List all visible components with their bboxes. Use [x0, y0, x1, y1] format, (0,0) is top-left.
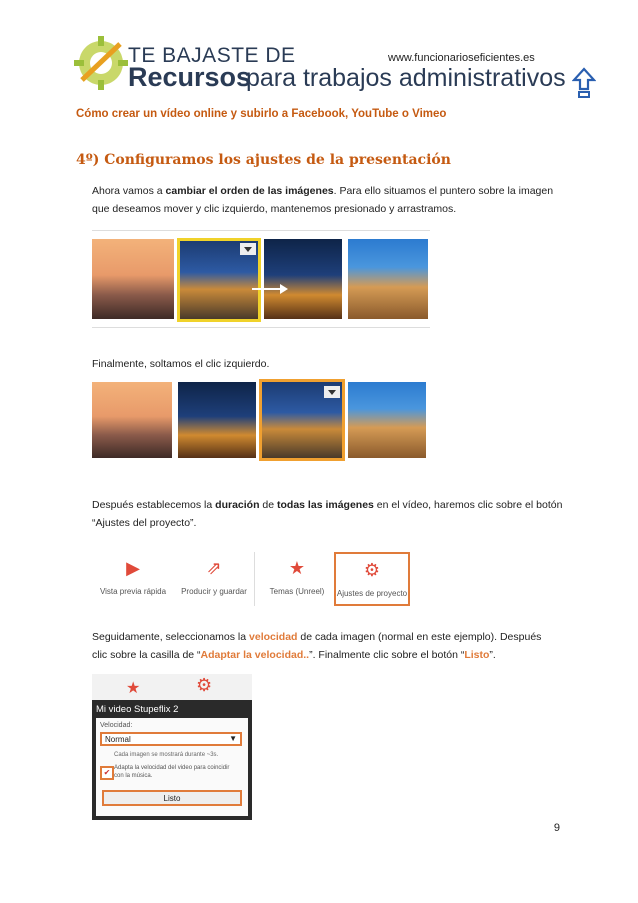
- chevron-down-icon: ▼: [229, 734, 237, 743]
- photo-fisherman-bastion-day[interactable]: [348, 382, 426, 458]
- settings-dialog: [92, 700, 252, 820]
- image-strip-dragging: [92, 230, 430, 328]
- photo-fisherman-bastion-night[interactable]: [178, 382, 256, 458]
- dialog-title: Mi video Stupeflix 2: [96, 704, 179, 715]
- gear-icon: ⚙: [363, 560, 381, 580]
- back-to-top-icon[interactable]: [572, 67, 596, 99]
- document-subtitle: Cómo crear un vídeo online y subirlo a Facebook, YouTube o Vimeo: [76, 108, 447, 120]
- paragraph-speed: Seguidamente, seleccionamos la velocidad de cada imagen (normal en este ejemplo). Después clic sobre la casilla de “Adaptar la velocidad..”. Finalmente clic sobre el botón “Listo”.: [92, 631, 542, 661]
- share-icon: ⇗: [206, 558, 222, 578]
- dialog-body: [96, 718, 248, 816]
- logo-text-line1: TE BAJASTE DE: [128, 44, 296, 67]
- photo-ships-sunset[interactable]: [92, 239, 174, 319]
- paragraph-reorder: Ahora vamos a cambiar el orden de las imágenes. Para ello situamos el puntero sobre la imagen que deseamos mover y clic izquierdo, mantenemos presionado y arrastramos.: [92, 185, 554, 215]
- logo-text-line3: para trabajos administrativos: [246, 64, 566, 92]
- image-strip-dropped: [92, 374, 426, 466]
- speed-label: Velocidad:: [100, 722, 133, 729]
- paragraph-release: Finalmente, soltamos el clic izquierdo.: [92, 358, 270, 370]
- quick-preview-button[interactable]: ▶ Vista previa rápida: [96, 552, 170, 606]
- photo-ships-sunset[interactable]: [92, 382, 172, 458]
- adapt-speed-checkbox[interactable]: ✔: [100, 766, 114, 780]
- photo-fisherman-bastion-day[interactable]: [348, 239, 428, 319]
- produce-save-button[interactable]: ⇗ Producir y guardar: [174, 552, 255, 606]
- photo-fisherman-bastion-night[interactable]: [264, 239, 342, 319]
- star-icon: ★: [288, 558, 306, 578]
- duration-hint: Cada imagen se mostrará durante ~3s.: [114, 752, 219, 758]
- star-icon[interactable]: ★: [126, 680, 141, 697]
- section-title: 4º) Configuramos los ajustes de la presentación: [76, 152, 451, 168]
- adapt-speed-label: Adapta la velocidad del video para coincidir con la música.: [114, 765, 230, 779]
- done-button[interactable]: Listo: [102, 790, 242, 806]
- play-icon: ▶: [126, 558, 140, 578]
- paragraph-duration: Después establecemos la duración de todas las imágenes en el vídeo, haremos clic sobre el botón “Ajustes del proyecto”.: [92, 499, 563, 529]
- dropdown-arrow-icon[interactable]: [324, 386, 340, 398]
- gear-icon[interactable]: ⚙: [196, 675, 213, 695]
- project-settings-button[interactable]: ⚙ Ajustes de proyecto: [334, 552, 410, 606]
- dropdown-arrow-icon[interactable]: [240, 243, 256, 255]
- page-number: 9: [553, 822, 560, 834]
- site-url[interactable]: www.funcionarioseficientes.es: [388, 52, 535, 64]
- themes-button[interactable]: ★ Temas (Unreel): [262, 552, 332, 606]
- logo-gear-icon: [72, 34, 130, 92]
- logo-text-line2: Recursos: [128, 62, 252, 92]
- drag-arrow-icon: [250, 283, 290, 295]
- speed-select[interactable]: Normal ▼: [100, 732, 242, 746]
- dialog-toolbar-strip: [92, 674, 252, 702]
